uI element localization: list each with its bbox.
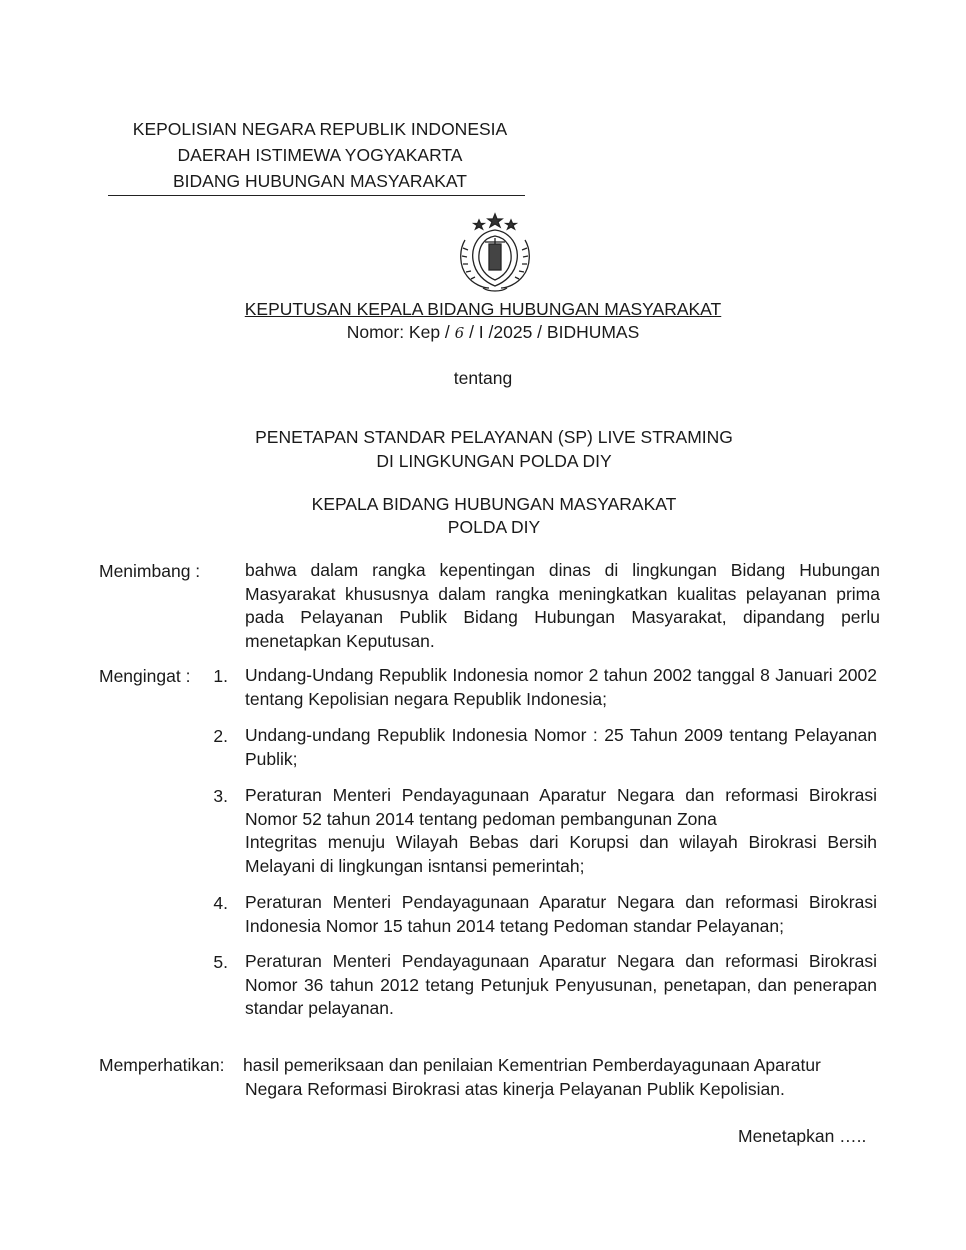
mengingat-item-text: Undang-Undang Republik Indonesia nomor 2 tahun 2002 tanggal 8 Januari 2002 tentang Kepolisian negara Republik Indonesia; — [245, 665, 877, 709]
mengingat-item-number: 2. — [213, 726, 228, 746]
letterhead-divider — [108, 195, 525, 196]
letterhead-line-3: BIDANG HUBUNGAN MASYARAKAT — [173, 171, 467, 191]
memperhatikan-text-line-2: Negara Reformasi Birokrasi atas kinerja Pelayanan Publik Kepolisian. — [245, 1079, 785, 1099]
decree-subject-line-2: DI LINGKUNGAN POLDA DIY — [376, 451, 612, 471]
letterhead — [100, 116, 540, 194]
decree-number-suffix: / I /2025 / BIDHUMAS — [464, 322, 640, 342]
decree-about: tentang — [453, 368, 513, 388]
decree-title-text: KEPUTUSAN KEPALA BIDANG HUBUNGAN MASYARAKAT — [244, 299, 722, 319]
decree-title — [0, 299, 966, 320]
mengingat-item-text: Undang-undang Republik Indonesia Nomor : 25 Tahun 2009 tentang Pelayanan Publik; — [245, 725, 877, 769]
mengingat-item-text: Peraturan Menteri Pendayagunaan Aparatur Negara dan reformasi Birokrasi Nomor 52 tahun 2014 tentang pedoman pembangunan Zona — [245, 785, 877, 829]
mengingat-item-text: Peraturan Menteri Pendayagunaan Aparatur Negara dan reformasi Birokrasi Nomor 36 tahun 2012 tetang Petunjuk Penyusunan, penetapan, dan penerapan standar pelayanan. — [245, 951, 877, 1018]
police-emblem-icon — [449, 210, 541, 294]
decree-subject-line-1: PENETAPAN STANDAR PELAYANAN (SP) LIVE STRAMING — [255, 427, 733, 447]
mengingat-item-number: 5. — [213, 952, 228, 972]
menimbang-text: bahwa dalam rangka kepentingan dinas di lingkungan Bidang Hubungan Masyarakat khususnya dalam rangka meningkatkan kualitas pelayanan prima pada Pelayanan Publik Bidang Hubungan Masyarakat, dipandang perlu menetapkan Keputusan. — [245, 560, 880, 651]
mengingat-item-text: Peraturan Menteri Pendayagunaan Aparatur Negara dan reformasi Birokrasi Indonesia Nomor 15 tahun 2014 tetang Pedoman standar Pelayanan; — [245, 892, 877, 936]
letterhead-line-1: KEPOLISIAN NEGARA REPUBLIK INDONESIA — [132, 119, 508, 139]
continuation-text: Menetapkan ….. — [738, 1126, 867, 1146]
mengingat-label: Mengingat : — [99, 666, 191, 686]
decree-authority-line-2: POLDA DIY — [447, 517, 541, 537]
decree-number — [0, 322, 966, 343]
menimbang-label: Menimbang : — [99, 561, 201, 581]
letterhead-line-2: DAERAH ISTIMEWA YOGYAKARTA — [177, 145, 463, 165]
memperhatikan-text-line-1: hasil pemeriksaan dan penilaian Kementrian Pemberdayagunaan Aparatur — [243, 1055, 821, 1075]
mengingat-item-text-continued: Integritas menuju Wilayah Bebas dari Korupsi dan wilayah Birokrasi Bersih Melayani di lingkungan isntansi pemerintah; — [245, 832, 877, 876]
mengingat-item-number: 1. — [213, 666, 228, 686]
mengingat-item-number: 4. — [213, 893, 228, 913]
decree-number-prefix: Nomor: Kep / — [346, 322, 455, 342]
mengingat-item-number: 3. — [213, 786, 228, 806]
decree-authority-line-1: KEPALA BIDANG HUBUNGAN MASYARAKAT — [311, 494, 677, 514]
memperhatikan-label: Memperhatikan: — [99, 1055, 225, 1075]
decree-number-handwritten: 6 — [454, 324, 465, 342]
